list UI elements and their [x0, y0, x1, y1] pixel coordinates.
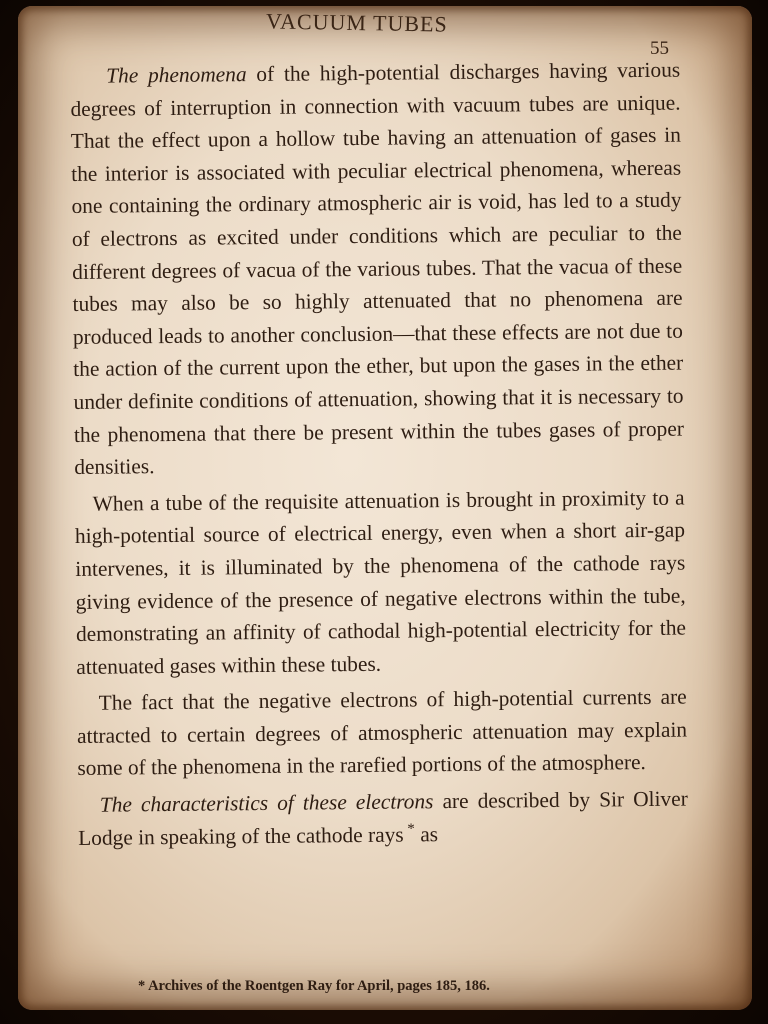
paragraph-1-lead: The phenomena: [106, 62, 247, 88]
paragraph-3: [77, 681, 688, 785]
paragraph-2-text: When a tube of the requisite attenuation is brought in proximity to a high-potential source of electrical energy, even when a short air-gap intervenes, it is illuminated by the phenomena of the cathode rays giving evidence of the presence of negative electrons within the tube, demonstrating an affinity of cathodal high-potential electricity for the attenuated gases within these tubes.: [74, 485, 687, 679]
paragraph-2: [74, 481, 686, 683]
running-header: VACUUM TUBES: [265, 8, 448, 37]
paragraph-4: [78, 783, 689, 855]
paragraph-4-tail: as: [414, 821, 439, 847]
book-page: [18, 6, 752, 1010]
paragraph-4-lead: The characteristics of these electrons: [99, 789, 434, 817]
paragraph-3-text: The fact that the negative electrons of high-potential currents are attracted to certain degrees of atmospheric attenuation may explain some of the phenomena in the rarefied portions of the atmosphere.: [76, 684, 688, 781]
paragraph-4-text: are described by Sir Oliver Lodge in speaking of the cathode rays: [78, 786, 688, 850]
footnote: * Archives of the Roentgen Ray for April, pages 185, 186.: [138, 978, 490, 994]
paragraph-1-text: of the high-potential discharges having various degrees of interruption in connection with vacuum tubes are unique. That the effect upon a hollow tube having an attenuation of gases in the interior is associated with peculiar electrical phenomena, whereas one containing the ordinary atmospheric air is void, has led to a study of electrons as excited under conditions which are peculiar to the different degrees of vacua of the various tubes. That the vacua of these tubes may also be so highly attenuated that no phenomena are produced leads to another conclusion—that these effects are not due to the action of the current upon the ether, but upon the gases in the ether under definite conditions of attenuation, showing that it is necessary to the phenomena that there be present within the tubes gases of proper densities.: [70, 57, 685, 480]
page-body: [70, 54, 688, 855]
page-number: 55: [650, 38, 669, 59]
footnote-marker: *: [403, 820, 415, 838]
paragraph-1: [70, 54, 684, 484]
